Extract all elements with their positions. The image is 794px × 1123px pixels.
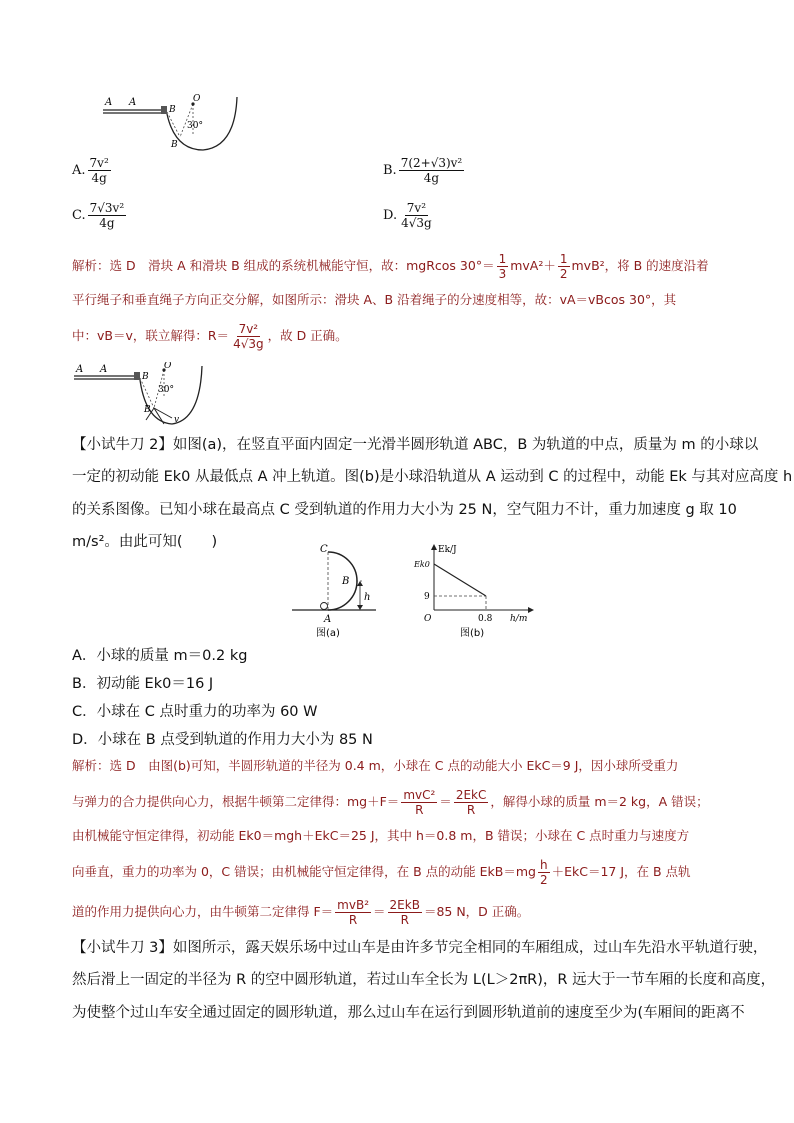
q1-solution-text-1c: mvB²，将 B 的速度沿着 [571, 258, 709, 273]
q2-option-d[interactable]: D．小球在 B 点受到轨道的作用力大小为 85 N [72, 732, 373, 748]
q1-solution-frac-2-den: 2 [559, 267, 568, 281]
q1-solution-frac-3 [231, 322, 266, 351]
q1-option-b-den: 4g [423, 171, 440, 185]
q2-solution-frac-1 [401, 788, 437, 817]
q1-option-d-prefix: D. [383, 208, 398, 223]
q1-option-a-fraction [88, 156, 111, 185]
q1-solution-frac-3-num: 7v² [238, 322, 259, 336]
q2-option-c[interactable]: C．小球在 C 点时重力的功率为 60 W [72, 704, 318, 720]
q1-option-c-prefix: C. [72, 208, 86, 223]
q2-solution-text-4a: 向垂直，重力的功率为 0，C 错误；由机械能守恒定律得，在 B 点的动能 EkB＝mg [72, 864, 536, 879]
q1-option-a-num: 7v² [89, 156, 109, 170]
q2-solution-line-5 [72, 898, 529, 927]
fig1-label-a2: A [129, 97, 137, 108]
q2-solution-frac-5-num: 2EkB [389, 898, 420, 912]
q2-solution-text-4b: ＋EkC＝17 J，在 B 点轨 [551, 864, 691, 879]
q1-solution-text-3b: ，故 D 正确。 [267, 328, 348, 343]
fig-a-label-c: C [320, 544, 328, 555]
q1-option-d[interactable] [383, 201, 436, 230]
q3-stem-line-2: 然后滑上一固定的半径为 R 的空中圆形轨道，若过山车全长为 L(L＞2πR)，R 远大于一节车厢的长度和高度， [72, 972, 776, 988]
fig-b-label-o: O [424, 614, 432, 624]
q2-solution-frac-4 [335, 898, 371, 927]
fig2-label-b2: B [144, 405, 151, 415]
q2-solution-frac-1-num: mvC² [403, 788, 436, 802]
fig-b-label-08: 0.8 [478, 614, 493, 624]
q2-stem-line-2: 一定的初动能 Ek0 从最低点 A 冲上轨道。图(b)是小球沿轨道从 A 运动到 C 的过程中，动能 Ek 与其对应高度 h [72, 469, 793, 485]
q1-solution-text-1b: mvA²＋ [510, 258, 556, 273]
q1-option-a-prefix: A. [72, 163, 86, 178]
q2-solution-frac-2-num: 2EkC [455, 788, 487, 802]
fig2-label-o: O [164, 362, 172, 371]
fig-b-label-hm: h/m [510, 614, 528, 624]
q1-solution-frac-1-num: 1 [498, 252, 507, 266]
q1-solution-frac-1-den: 3 [498, 267, 507, 281]
q2-solution-frac-1-den: R [415, 803, 424, 817]
q1-option-a-den: 4g [91, 171, 107, 185]
q1-solution-frac-3-den: 4√3g [233, 337, 264, 351]
q2-solution-frac-2 [454, 788, 489, 817]
q2-solution-text-2a: 与弹力的合力提供向心力，根据牛顿第二定律得：mg＋F＝ [72, 794, 400, 809]
fig2-label-angle: 30° [158, 385, 174, 395]
fig1-label-o: O [193, 94, 201, 104]
q1-option-b-fraction [399, 156, 465, 185]
fig-b-caption: 图(b) [460, 628, 485, 639]
fig-a-caption: 图(a) [316, 628, 340, 639]
q2-solution-line-4 [72, 858, 691, 887]
q1-option-a[interactable] [72, 156, 113, 185]
q1-solution-line-1 [72, 252, 709, 281]
q1-solution-text-3a: 中：vB＝v，联立解得：R＝ [72, 328, 230, 343]
q2-solution-line-1: 解析：选 D 由图(b)可知，半圆形轨道的半径为 0.4 m，小球在 C 点的动能大小 EkC＝9 J，因小球所受重力 [72, 758, 679, 773]
q1-option-c-num: 7√3v² [89, 201, 125, 215]
fig-a-label-h: h [364, 592, 371, 603]
q2-solution-line-2 [72, 788, 709, 817]
q2-stem-line-3: 的关系图像。已知小球在最高点 C 受到轨道的作用力大小为 25 N，空气阻力不计，重力加速度 g 取 10 [72, 502, 737, 518]
q1-option-c[interactable] [72, 201, 128, 230]
q3-stem-line-3: 为使整个过山车安全通过固定的圆形轨道，那么过山车在运行到圆形轨道前的速度至少为(车厢间的距离不 [72, 1005, 745, 1021]
q1-option-d-fraction [399, 201, 434, 230]
q2-solution-text-5c: ＝85 N，D 正确。 [423, 904, 530, 919]
q1-solution-line-3 [72, 322, 348, 351]
fig-a-label-b: B [342, 576, 350, 587]
fig2-label-a1: A [76, 364, 84, 375]
q2-stem-line-1: 【小试牛刀 2】如图(a)，在竖直平面内固定一光滑半圆形轨道 ABC，B 为轨道的中点，质量为 m 的小球以 [72, 437, 759, 453]
fig-b-label-ek: Ek/J [438, 545, 457, 555]
q2-solution-frac-2-den: R [466, 803, 476, 817]
q1-option-d-den: 4√3g [401, 216, 432, 230]
q1-option-b[interactable] [383, 156, 466, 185]
q2-solution-frac-5-den: R [400, 913, 409, 927]
figure-1-slider-diagram [95, 92, 245, 154]
q2-solution-frac-3-den: 2 [539, 873, 548, 887]
q2-stem-line-4: m/s²。由此可知( ) [72, 534, 218, 550]
q2-solution-text-2c: ，解得小球的质量 m＝2 kg，A 错误； [490, 794, 709, 809]
q2-solution-frac-4-den: R [348, 913, 358, 927]
q2-solution-text-5a: 道的作用力提供向心力，由牛顿第二定律得 F＝ [72, 904, 334, 919]
fig1-label-b2: B [171, 140, 178, 150]
q1-solution-line-2: 平行绳子和垂直绳子方向正交分解，如图所示：滑块 A、B 沿着绳子的分速度相等，故：vA＝vBcos 30°，其 [72, 292, 677, 307]
q2-option-a[interactable]: A．小球的质量 m＝0.2 kg [72, 648, 248, 664]
fig1-label-angle: 30° [187, 121, 203, 131]
q1-solution-frac-2 [558, 252, 570, 281]
q1-option-b-num: 7(2+√3)v² [400, 156, 463, 170]
q2-solution-text-5b: ＝ [373, 904, 386, 919]
q2-solution-frac-5 [388, 898, 422, 927]
q1-solution-frac-2-num: 1 [559, 252, 568, 266]
fig2-label-v: v [174, 415, 180, 425]
figure-b-ek-h-graph [412, 540, 542, 642]
fig-b-label-9: 9 [424, 592, 430, 602]
fig2-label-b1: B [142, 372, 149, 382]
q1-solution-text-1a: 解析：选 D 滑块 A 和滑块 B 组成的系统机械能守恒，故：mgRcos 30°＝ [72, 258, 495, 273]
fig1-label-a1: A [105, 97, 113, 108]
fig-b-label-ek0: Ek0 [414, 560, 430, 569]
fig1-label-b1: B [169, 105, 176, 115]
q1-option-c-den: 4g [99, 216, 115, 230]
q1-option-b-prefix: B. [383, 163, 397, 178]
q3-stem-line-1: 【小试牛刀 3】如图所示，露天娱乐场中过山车是由许多节完全相同的车厢组成，过山车先沿水平轨道行驶， [72, 940, 768, 956]
q2-solution-text-2b: ＝ [439, 794, 452, 809]
q2-solution-line-3: 由机械能守恒定律得，初动能 Ek0＝mgh＋EkC＝25 J，其中 h＝0.8 m，B 错误；小球在 C 点时重力与速度方 [72, 828, 690, 843]
figure-a-semicircle-track [290, 542, 386, 642]
q2-option-b[interactable]: B．初动能 Ek0＝16 J [72, 676, 214, 692]
q1-solution-frac-1 [497, 252, 509, 281]
q1-option-c-fraction [88, 201, 127, 230]
fig2-label-a2: A [100, 364, 108, 375]
q1-option-d-num: 7v² [406, 201, 427, 215]
fig-a-label-a: A [324, 614, 332, 625]
figure-2-velocity-decomposition [68, 362, 208, 430]
q2-solution-frac-3-num: h [539, 858, 548, 872]
q2-solution-frac-3 [538, 858, 550, 887]
q2-solution-frac-4-num: mvB² [337, 898, 370, 912]
